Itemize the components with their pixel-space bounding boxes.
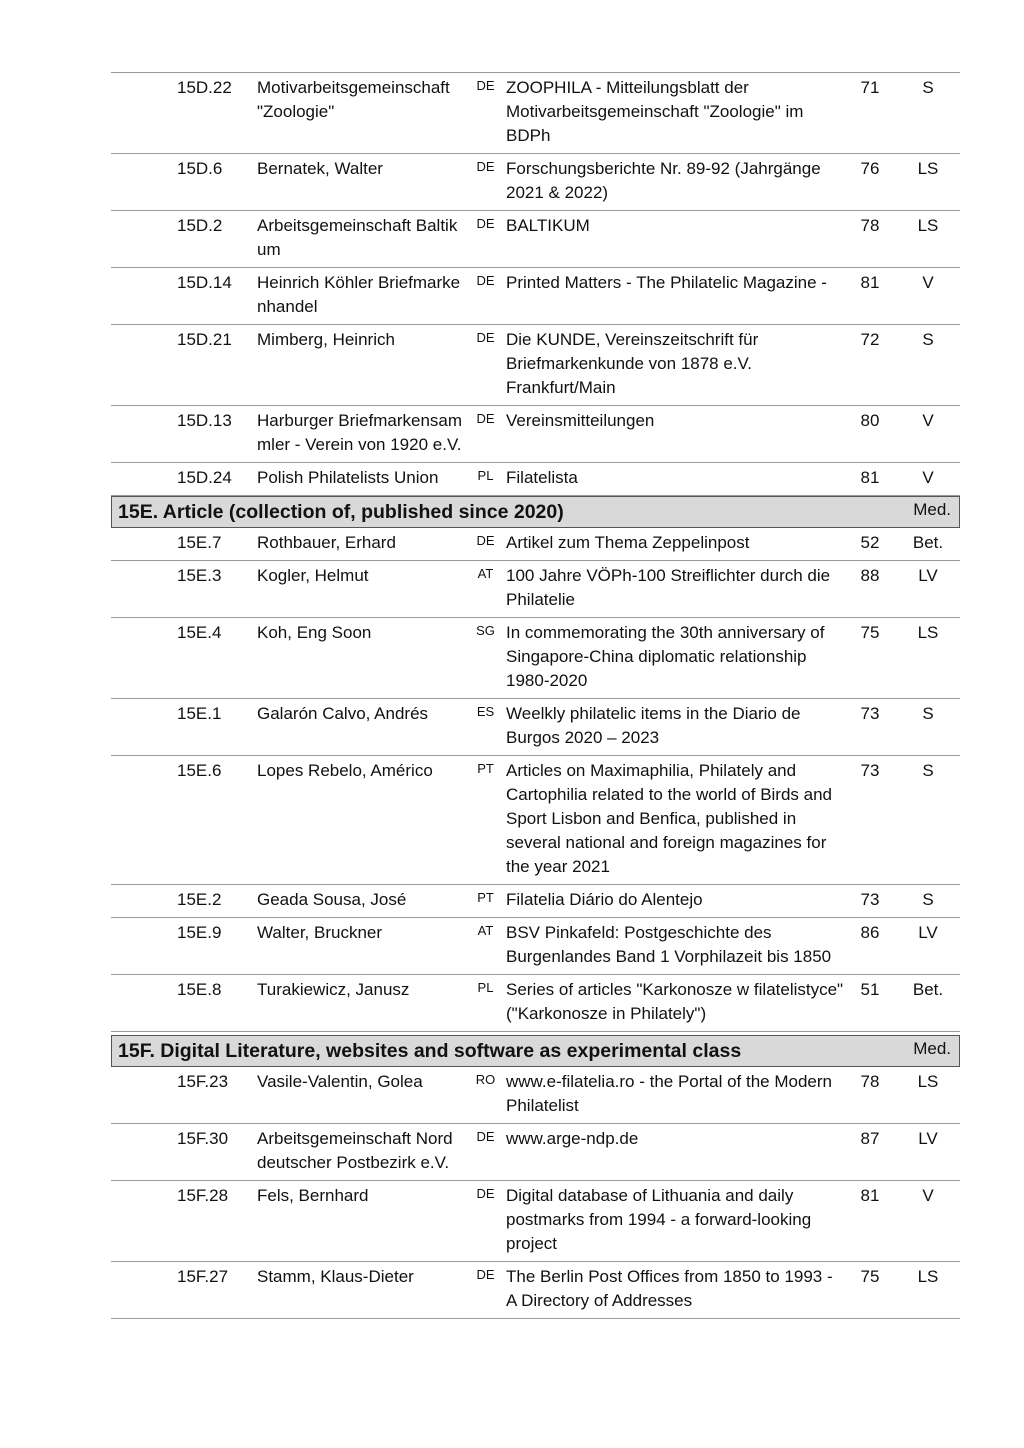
score-points: 81 xyxy=(860,468,880,487)
section-title: 15E. Article (collection of, published since 2020) xyxy=(118,501,564,523)
medal-award: LS xyxy=(917,1267,939,1286)
country-code: DE xyxy=(476,78,495,93)
score-points: 88 xyxy=(860,566,880,585)
score-points: 75 xyxy=(860,623,880,642)
table-row xyxy=(111,975,960,1032)
entry-number: 15D.2 xyxy=(177,216,223,235)
medal-column-header: Med. xyxy=(913,500,951,519)
score-points: 81 xyxy=(860,273,880,292)
table-row xyxy=(111,885,960,918)
country-code: SG xyxy=(476,623,495,638)
exhibit-title: In commemorating the 30th anniversary of Singapore-China diplomatic relationship 1980-2020 xyxy=(506,623,825,690)
entry-number: 15F.27 xyxy=(177,1267,229,1286)
medal-award: S xyxy=(922,330,934,349)
exhibit-title: The Berlin Post Offices from 1850 to 1993 - A Directory of Addresses xyxy=(506,1267,833,1310)
score-points: 51 xyxy=(860,980,880,999)
entry-number: 15F.28 xyxy=(177,1186,229,1205)
score-points: 80 xyxy=(860,411,880,430)
exhibit-title: Articles on Maximaphilia, Philately and Cartophilia related to the world of Birds and Sport Lisbon and Benfica, published in several national and foreign magazines for the year 2021 xyxy=(506,761,833,876)
medal-award: Bet. xyxy=(912,980,944,999)
entry-number: 15F.23 xyxy=(177,1072,229,1091)
entry-number: 15E.2 xyxy=(177,890,222,909)
score-points: 73 xyxy=(860,890,880,909)
exhibitor-name: Turakiewicz, Janusz xyxy=(257,980,410,999)
country-code: ES xyxy=(476,704,495,719)
table-row xyxy=(111,756,960,885)
table-row xyxy=(111,528,960,561)
country-code: DE xyxy=(476,411,495,426)
table-row xyxy=(111,268,960,325)
exhibitor-name: Motivarbeitsgemeinschaft "Zoologie" xyxy=(257,78,450,121)
medal-award: LV xyxy=(918,1129,938,1148)
table-row xyxy=(111,699,960,756)
entry-number: 15E.6 xyxy=(177,761,222,780)
country-code: DE xyxy=(476,159,495,174)
medal-award: Bet. xyxy=(912,533,944,552)
country-code: PL xyxy=(477,468,494,483)
exhibit-title: Filatelista xyxy=(506,468,578,487)
exhibit-title: Filatelia Diário do Alentejo xyxy=(506,890,703,909)
exhibit-title: Weelkly philatelic items in the Diario de Burgos 2020 – 2023 xyxy=(506,704,801,747)
medal-award: V xyxy=(922,468,934,487)
section-header-15e xyxy=(111,496,960,528)
entry-number: 15D.21 xyxy=(177,330,232,349)
medal-award: LV xyxy=(918,923,938,942)
medal-award: LS xyxy=(917,1072,939,1091)
table-row xyxy=(111,72,960,154)
table-row xyxy=(111,211,960,268)
country-code: DE xyxy=(476,1129,495,1144)
exhibitor-name: Arbeitsgemeinschaft Norddeutscher Postbezirk e.V. xyxy=(257,1129,453,1172)
table-row xyxy=(111,406,960,463)
medal-award: LS xyxy=(917,159,939,178)
country-code: DE xyxy=(476,330,495,345)
score-points: 87 xyxy=(860,1129,880,1148)
exhibit-title: Forschungsberichte Nr. 89-92 (Jahrgänge 2021 & 2022) xyxy=(506,159,821,202)
exhibitor-name: Harburger Briefmarkensammler - Verein von 1920 e.V. xyxy=(257,411,463,454)
entry-number: 15E.7 xyxy=(177,533,222,552)
exhibit-title: 100 Jahre VÖPh-100 Streiflichter durch die Philatelie xyxy=(506,566,831,609)
country-code: DE xyxy=(476,533,495,548)
entry-number: 15D.6 xyxy=(177,159,223,178)
exhibit-title: Printed Matters - The Philatelic Magazine - xyxy=(506,273,827,292)
medal-award: V xyxy=(922,273,934,292)
table-row xyxy=(111,1067,960,1124)
exhibitor-name: Polish Philatelists Union xyxy=(257,468,439,487)
entry-number: 15F.30 xyxy=(177,1129,229,1148)
exhibitor-name: Lopes Rebelo, Américo xyxy=(257,761,433,780)
exhibit-title: Digital database of Lithuania and daily postmarks from 1994 - a forward-looking project xyxy=(506,1186,812,1253)
exhibit-title: Vereinsmitteilungen xyxy=(506,411,655,430)
results-document xyxy=(111,72,960,1319)
country-code: AT xyxy=(477,566,494,581)
exhibitor-name: Galarón Calvo, Andrés xyxy=(257,704,429,723)
exhibit-title: ZOOPHILA - Mitteilungsblatt der Motivarbeitsgemeinschaft "Zoologie" im BDPh xyxy=(506,78,804,145)
exhibitor-name: Mimberg, Heinrich xyxy=(257,330,395,349)
table-row xyxy=(111,618,960,699)
score-points: 81 xyxy=(860,1186,880,1205)
medal-award: LS xyxy=(917,623,939,642)
exhibit-title: BSV Pinkafeld: Postgeschichte des Burgenlandes Band 1 Vorphilazeit bis 1850 xyxy=(506,923,832,966)
table-row xyxy=(111,1124,960,1181)
exhibit-title: www.e-filatelia.ro - the Portal of the Modern Philatelist xyxy=(506,1072,832,1115)
score-points: 73 xyxy=(860,704,880,723)
entry-number: 15D.24 xyxy=(177,468,232,487)
exhibitor-name: Fels, Bernhard xyxy=(257,1186,369,1205)
exhibitor-name: Walter, Bruckner xyxy=(257,923,383,942)
entry-number: 15E.9 xyxy=(177,923,222,942)
table-row xyxy=(111,154,960,211)
score-points: 72 xyxy=(860,330,880,349)
score-points: 78 xyxy=(860,1072,880,1091)
medal-award: LV xyxy=(918,566,938,585)
country-code: AT xyxy=(477,923,494,938)
medal-award: S xyxy=(922,78,934,97)
section-title: 15F. Digital Literature, websites and software as experimental class xyxy=(118,1040,742,1062)
exhibitor-name: Vasile-Valentin, Golea xyxy=(257,1072,423,1091)
entry-number: 15D.13 xyxy=(177,411,232,430)
exhibitor-name: Arbeitsgemeinschaft Baltikum xyxy=(257,216,458,259)
country-code: PT xyxy=(477,761,494,776)
exhibitor-name: Rothbauer, Erhard xyxy=(257,533,396,552)
medal-award: S xyxy=(922,890,934,909)
exhibitor-name: Koh, Eng Soon xyxy=(257,623,372,642)
country-code: DE xyxy=(476,1267,495,1282)
score-points: 78 xyxy=(860,216,880,235)
section-15d-table xyxy=(111,72,960,496)
medal-award: LS xyxy=(917,216,939,235)
score-points: 73 xyxy=(860,761,880,780)
medal-award: V xyxy=(922,411,934,430)
table-row xyxy=(111,561,960,618)
exhibitor-name: Stamm, Klaus-Dieter xyxy=(257,1267,414,1286)
medal-award: S xyxy=(922,704,934,723)
table-row xyxy=(111,1262,960,1319)
entry-number: 15D.14 xyxy=(177,273,232,292)
exhibit-title: Artikel zum Thema Zeppelinpost xyxy=(506,533,750,552)
country-code: RO xyxy=(475,1072,496,1087)
exhibit-title: BALTIKUM xyxy=(506,216,590,235)
exhibit-title: www.arge-ndp.de xyxy=(506,1129,639,1148)
exhibit-title: Die KUNDE, Vereinszeitschrift für Briefmarkenkunde von 1878 e.V. Frankfurt/Main xyxy=(506,330,759,397)
medal-award: V xyxy=(922,1186,934,1205)
exhibitor-name: Bernatek, Walter xyxy=(257,159,383,178)
section-15f-table xyxy=(111,1067,960,1319)
country-code: PT xyxy=(477,890,494,905)
entry-number: 15E.8 xyxy=(177,980,222,999)
exhibitor-name: Geada Sousa, José xyxy=(257,890,407,909)
country-code: DE xyxy=(476,1186,495,1201)
country-code: PL xyxy=(477,980,494,995)
section-15e-table xyxy=(111,528,960,1032)
entry-number: 15D.22 xyxy=(177,78,232,97)
section-header-15f xyxy=(111,1035,960,1067)
table-row xyxy=(111,325,960,406)
table-row xyxy=(111,463,960,496)
score-points: 71 xyxy=(860,78,880,97)
score-points: 52 xyxy=(860,533,880,552)
table-row xyxy=(111,918,960,975)
exhibitor-name: Kogler, Helmut xyxy=(257,566,369,585)
medal-column-header: Med. xyxy=(913,1039,951,1058)
exhibit-title: Series of articles "Karkonosze w filatelistyce" ("Karkonosze in Philately") xyxy=(506,980,844,1023)
entry-number: 15E.4 xyxy=(177,623,222,642)
score-points: 75 xyxy=(860,1267,880,1286)
score-points: 86 xyxy=(860,923,880,942)
entry-number: 15E.3 xyxy=(177,566,222,585)
score-points: 76 xyxy=(860,159,880,178)
country-code: DE xyxy=(476,273,495,288)
country-code: DE xyxy=(476,216,495,231)
entry-number: 15E.1 xyxy=(177,704,222,723)
table-row xyxy=(111,1181,960,1262)
exhibitor-name: Heinrich Köhler Briefmarkenhandel xyxy=(257,273,461,316)
medal-award: S xyxy=(922,761,934,780)
